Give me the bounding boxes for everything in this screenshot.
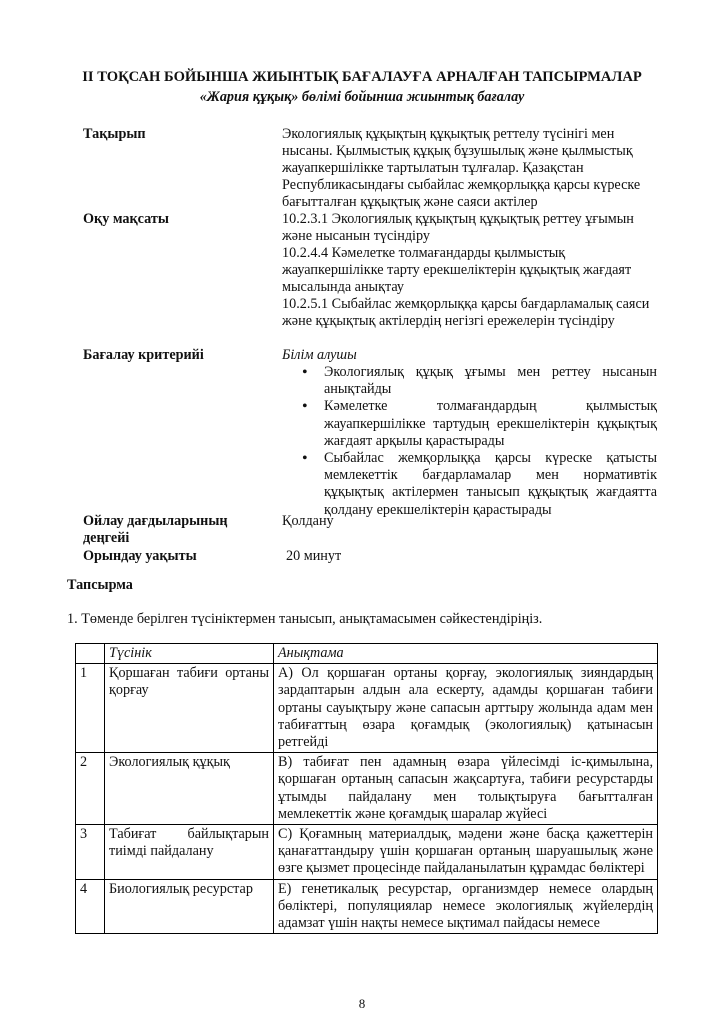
row-term <box>105 753 274 825</box>
table-row <box>76 879 658 934</box>
goal-list <box>282 211 657 330</box>
document-title: II ТОҚСАН БОЙЫНША ЖИЫНТЫҚ БАҒАЛАУҒА АРНАЛҒАН ТАПСЫРМАЛАР <box>82 69 642 85</box>
row-term <box>105 664 274 753</box>
header-term-cell: Түсінік <box>105 644 274 664</box>
table-row <box>76 753 658 825</box>
table-row <box>76 664 658 753</box>
criteria-item: • Экологиялық құқық ұғымы мен реттеу нысанын анықтайды <box>302 364 657 398</box>
row-number: 2 <box>76 753 105 825</box>
row-definition: А) Ол қоршаған ортаны қорғау, экологиялық зияндардың зардаптарын алдын ала ескерту, адамды қоршаған табиғи ортаны сауықтыру және сапасын арттыру жолында адам мен табиғаттың өзара қоғамдық (экологиялық) қатынасын ретгейді <box>274 664 658 753</box>
time-value: 20 минут <box>286 548 342 564</box>
goal-label: Оқу мақсаты <box>83 211 169 227</box>
time-label: Орындау уақыты <box>83 548 197 564</box>
row-definition: С) Қоғамның материалдық, мәдени және басқа қажеттерін қанағаттандыру үшін қоршаған ортаның шаруашылық және өзге қызмет процесінде пайдаланылатын құрамдас бөліктері <box>274 825 658 880</box>
goal-item: 10.2.3.1 Экологиялық құқықтың құқықтық реттеу ұғымын және нысанын түсіндіру <box>282 211 634 244</box>
definitions-table <box>75 643 658 934</box>
table-header-row <box>76 644 658 664</box>
header-num-cell <box>76 644 105 664</box>
row-number: 4 <box>76 879 105 934</box>
criteria-list <box>282 364 657 519</box>
row-term <box>105 825 274 880</box>
page-number: 8 <box>358 996 366 1011</box>
row-term-text: Экологиялық құқық <box>109 754 230 771</box>
row-definition: В) табиғат пен адамның өзара үйлесімді іс-қимылына, қоршаған ортаның сапасын жақсартуға, табиғи ресурстарды ұтымды пайдалану мен толықтыруға бағытталған мемлекеттік және қоғамдық шаралар жүйесі <box>274 753 658 825</box>
task-heading: Тапсырма <box>67 577 133 593</box>
goal-item: 10.2.4.4 Кәмелетке толмағандарды қылмыстық жауапкершілікке тарту ерекшеліктерін құқықтық жағдаят мысалында анықтау <box>282 245 632 295</box>
criteria-label: Бағалау критерийі <box>83 347 204 363</box>
level-label: Ойлау дағдыларының деңгейі <box>83 513 228 546</box>
row-term-text: Табиғат байлықтарын тиімді пайдалану <box>109 826 269 860</box>
row-definition: Е) генетикалық ресурстар, организмдер немесе олардың бөліктері, популяциялар немесе экологиялық жүйелердің адамзат үшін нақты немесе ықтимал пайдасы немесе <box>274 879 658 934</box>
row-number: 1 <box>76 664 105 753</box>
topic-label: Тақырып <box>83 126 146 142</box>
criteria-item: • Кәмелетке толмағандардың қылмыстық жауапкершілікке тартудың ерекшеліктерін құқықтық жағдаят арқылы қарастырады <box>302 398 657 450</box>
row-term-text: Қоршаған табиғи ортаны қорғау <box>109 665 269 699</box>
header-def-cell: Анықтама <box>274 644 658 664</box>
row-number: 3 <box>76 825 105 880</box>
criteria-intro: Білім алушы <box>282 347 357 363</box>
table-row <box>76 825 658 880</box>
document-subtitle: «Жария құқық» бөлімі бойынша жиынтық бағалау <box>199 89 525 105</box>
row-term <box>105 879 274 934</box>
task-question: 1. Төменде берілген түсініктермен танысып, анықтамасымен сәйкестендіріңіз. <box>67 611 543 627</box>
level-value: Қолдану <box>282 513 334 529</box>
criteria-item: • Сыбайлас жемқорлыққа қарсы күреске қатысты мемлекеттік бағдарламалар мен нормативтік құқықтық актілермен танысып құқықтық жағдаятта қолдану ерекшеліктерін қарастырады <box>302 450 657 519</box>
criteria-block <box>282 347 657 519</box>
row-term-text: Биологиялық ресурстар <box>109 880 253 897</box>
topic-value: Экологиялық құқықтың құқықтық реттелу түсінігі мен нысаны. Қылмыстық құқық бұзушылық және қылмыстық жауапкершілікке тартылатын тұлғалар. Қазақстан Республикасындағы сыбайлас жемқорлыққа қарсы күреске бағытталған құқықтық және саяси актілер <box>282 126 641 210</box>
goal-item: 10.2.5.1 Сыбайлас жемқорлыққа қарсы бағдарламалық саяси және құқықтық актілердің негізгі ережелерін түсіндіру <box>282 296 650 329</box>
